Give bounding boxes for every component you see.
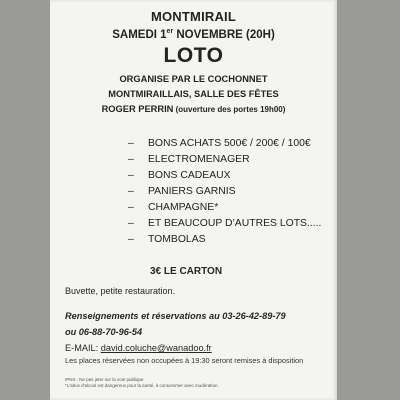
- email-link[interactable]: david.coluche@wanadoo.fr: [100, 343, 212, 353]
- fine-print-alcohol: *L'abus d'alcool est dangereux pour la santé, à consommer avec modération.: [65, 383, 219, 388]
- date-sup: er: [166, 28, 174, 35]
- prize-item: – CHAMPAGNE*: [128, 202, 219, 213]
- prize-item: – TOMBOLAS: [128, 234, 206, 245]
- prize-label: PANIERS GARNIS: [148, 186, 236, 197]
- date-suffix: NOVEMBRE (20H): [173, 28, 275, 41]
- refreshments-text: Buvette, petite restauration.: [65, 286, 176, 296]
- opening-time: (ouverture des portes 19h00): [173, 105, 286, 114]
- reservation-phone: Renseignements et réservations au 03-26-42-89-79: [65, 311, 286, 321]
- venue-name: ROGER PERRIN: [101, 104, 174, 114]
- poster-town: MONTMIRAIL: [150, 9, 237, 24]
- prize-label: CHAMPAGNE*: [148, 202, 219, 213]
- prize-label: BONS ACHATS 500€ / 200€ / 100€: [148, 138, 311, 149]
- seat-notice: Les places réservées non occupées à 19:30 seront remises à disposition: [65, 356, 304, 365]
- prize-label: ET BEAUCOUP D’AUTRES LOTS.....: [148, 218, 322, 229]
- prize-item: – BONS CADEAUX: [128, 170, 231, 181]
- reservation-phone-alt: ou 06-88-70-96-54: [65, 327, 143, 337]
- prize-list: [50, 137, 337, 249]
- prize-label: TOMBOLAS: [148, 234, 206, 245]
- date-prefix: SAMEDI 1: [112, 28, 167, 41]
- organiser-line-1: ORGANISE PAR LE COCHONNET: [119, 74, 268, 84]
- card-price: 3€ LE CARTON: [150, 266, 223, 277]
- fine-print-ipns: IPNS : Ne pas jeter sur la voie publique: [65, 377, 144, 382]
- prize-label: BONS CADEAUX: [148, 170, 231, 181]
- poster-event-title: LOTO: [163, 44, 224, 67]
- email-line: [65, 343, 212, 353]
- prize-label: ELECTROMENAGER: [148, 154, 250, 165]
- organiser-line-2: MONTMIRAILLAIS, SALLE DES FÊTES: [108, 89, 279, 99]
- prize-item: – BONS ACHATS 500€ / 200€ / 100€: [128, 138, 311, 149]
- poster-page: [50, 0, 337, 400]
- venue-line: [50, 104, 337, 114]
- email-label: E-MAIL:: [65, 343, 101, 353]
- prize-item: – PANIERS GARNIS: [128, 186, 236, 197]
- poster-date: [50, 28, 337, 41]
- prize-item: – ET BEAUCOUP D’AUTRES LOTS.....: [128, 218, 322, 229]
- prize-item: – ELECTROMENAGER: [128, 154, 250, 165]
